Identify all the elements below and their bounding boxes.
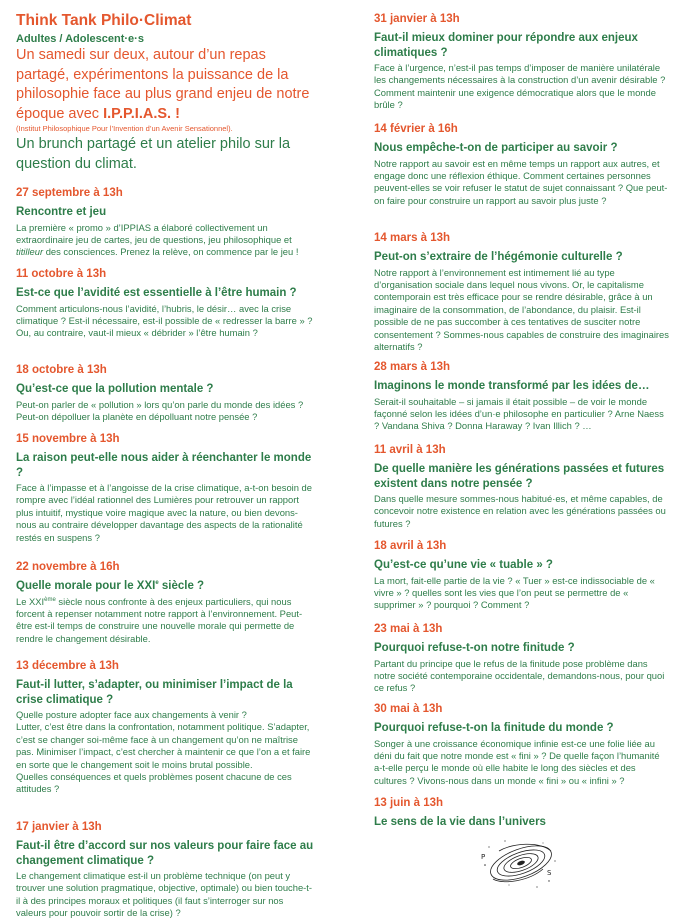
event-title: Le sens de la vie dans l’univers bbox=[374, 816, 546, 828]
event-block bbox=[16, 820, 316, 920]
event-title: Imaginons le monde transformé par les idées de… bbox=[374, 380, 650, 392]
event-block bbox=[16, 267, 316, 340]
title-part: siècle ? bbox=[158, 580, 205, 592]
event-title: Est-ce que l’avidité est essentielle à l’être humain ? bbox=[16, 287, 297, 299]
event-title: Qu’est-ce que la pollution mentale ? bbox=[16, 383, 214, 395]
event-block bbox=[374, 443, 669, 530]
event-block bbox=[16, 186, 316, 259]
event-description bbox=[16, 596, 316, 646]
event-description: Le changement climatique est-il un problème technique (on peut y trouver une solution pragmatique, objective, optimale) ou bien touche-t-il à des principes moraux et politiques (il faut s’interroger sur nos valeurs pour pouvoir sortir de la crise) ? bbox=[16, 870, 313, 919]
event-description: Notre rapport à l’environnement est intimement lié au type d’organisation sociale dans lequel nous vivons. Or, le capitalisme contemporain est très efficace pour se rendre désirable, grâce à un imaginaire de la consommation, de l’abondance, du plaisir. Est-il possible de ne pas succomber à ces tentatives de susciter notre consentement ? Sommes-nous capables de construire des imaginaires alternatifs ? bbox=[374, 266, 669, 352]
event-title: Faut-il mieux dominer pour répondre aux enjeux climatiques ? bbox=[374, 32, 638, 59]
event-date: 23 mai à 13h bbox=[374, 623, 443, 635]
event-block bbox=[374, 622, 669, 695]
event-description: Partant du principe que le refus de la finitude pose problème dans notre société contemporaine occidentale, demandons-nous, pour quoi ce refus ? bbox=[374, 657, 665, 694]
event-description: Face à l’impasse et à l’angoisse de la crise climatique, a-t-on besoin de rompre avec l’idéal rationnel des Lumières pour retrouver un rapport plus intuitif, mystique voire magique avec la nature, ou bien devons-nous au contraire développer davantage des aspects de la rationalité restés en suspens ? bbox=[16, 482, 312, 543]
left-column bbox=[16, 0, 316, 919]
event-description: Face à l’urgence, n’est-il pas temps d’imposer de manière unilatérale les changements nécessaires à la construction d’un avenir désirable ? Comment maintenir une exigence démocratique alors que le monde brûle ? bbox=[374, 62, 666, 111]
event-description: Quelle posture adopter face aux changements à venir ? bbox=[16, 709, 247, 720]
event-block bbox=[374, 796, 669, 830]
desc-italic: titilleur bbox=[16, 246, 44, 258]
event-title: Faut-il être d’accord sur nos valeurs pour faire face au changement climatique ? bbox=[16, 840, 314, 867]
event-description: Dans quelle mesure sommes-nous habitué·es, et même capables, de concevoir notre existence en relation avec les générations passées ou futures ? bbox=[374, 493, 666, 529]
event-title: Rencontre et jeu bbox=[16, 206, 107, 218]
event-date: 15 novembre à 13h bbox=[16, 433, 120, 445]
event-date: 30 mai à 13h bbox=[374, 703, 443, 715]
event-description: Comment articulons-nous l’avidité, l’hubris, le désir… avec la crise climatique ? Est-il nécessaire, est-il possible de « redresser la barre » ? Ou, au contraire, vaut-il mieux « débrider » l’être humain ? bbox=[16, 302, 313, 339]
event-title: La raison peut-elle nous aider à réenchanter le monde ? bbox=[16, 452, 312, 479]
event-date: 13 juin à 13h bbox=[374, 797, 444, 809]
intro-text: Un samedi sur deux, autour d’un repas partagé, expérimentons la puissance de la philosophie face au plus grand enjeu de notre époque avec bbox=[16, 47, 310, 122]
event-date: 11 avril à 13h bbox=[374, 444, 446, 456]
event-date: 22 novembre à 16h bbox=[16, 561, 120, 573]
desc-part: siècle nous confronte à des enjeux particuliers, qui nous forcent à repenser notamment notre rapport à l’environnement. Peut-être est-il temps de construire une nouvelle morale qui permette de rendre le changement désirable. bbox=[16, 595, 303, 644]
event-block bbox=[16, 363, 316, 423]
title-part: Quelle morale pour le XXI bbox=[16, 580, 156, 592]
event-date: 18 octobre à 13h bbox=[16, 364, 107, 376]
event-date: 18 avril à 13h bbox=[374, 540, 447, 552]
event-description: Songer à une croissance économique infinie est-ce une folie liée au déni du fait que notre monde est « fini » ? De quelle façon l’humanité a-t-elle perçu le monde où elle habite le long des siècles et des cultures ? Vivons-nous dans un monde « fini » ou « infini » ? bbox=[374, 737, 660, 786]
ippias-acronym: I.P.P.I.A.S. ! bbox=[103, 105, 180, 122]
event-date: 17 janvier à 13h bbox=[16, 821, 102, 833]
event-date: 14 février à 16h bbox=[374, 123, 458, 135]
event-description-2: Lutter, c’est être dans la confrontation, notamment politique. S’adapter, c’est se changer soi-même face à un changement qu’on ne maîtrise pas. Minimiser l’impact, c’est chercher à maintenir ce que l’on a et faire en sorte que le changement soit le moins brutal possible. bbox=[16, 721, 311, 770]
event-title bbox=[16, 579, 316, 594]
event-description: Serait-il souhaitable – si jamais il était possible – de voir le monde façonné selon les idées d’un·e philosophe en particulier ? Arne Naess ? Vandana Shiva ? Donna Haraway ? Ivan Illich ? … bbox=[374, 395, 664, 432]
event-block bbox=[16, 560, 316, 645]
event-title: Faut-il lutter, s’adapter, ou minimiser l’impact de la crise climatique ? bbox=[16, 679, 293, 706]
audience-subtitle: Adultes / Adolescent·e·s bbox=[16, 33, 144, 45]
acronym-note: (Institut Philosophique Pour l’Invention d’un Avenir Sensationnel). bbox=[16, 124, 233, 133]
event-block bbox=[374, 539, 669, 612]
event-date: 28 mars à 13h bbox=[374, 361, 451, 373]
event-date: 27 septembre à 13h bbox=[16, 187, 123, 199]
event-date: 31 janvier à 13h bbox=[374, 13, 460, 25]
event-description: Notre rapport au savoir est en même temps un rapport aux autres, et engage donc une réflexion éthique. Comment certaines personnes peuvent-elles se voir refuser le statut de sujet connaissant ? Que peut-on faire pour construire un rapport au savoir plus juste ? bbox=[374, 157, 668, 206]
event-block bbox=[374, 702, 669, 787]
event-block bbox=[374, 231, 669, 353]
desc-part: Le XXI bbox=[16, 595, 45, 607]
event-date: 11 octobre à 13h bbox=[16, 268, 107, 280]
event-block bbox=[16, 432, 316, 544]
intro-paragraph bbox=[16, 46, 316, 124]
event-description bbox=[16, 222, 316, 259]
event-block bbox=[374, 360, 669, 433]
event-title: Qu’est-ce qu’une vie « tuable » ? bbox=[374, 559, 553, 571]
desc-part: La première « promo » d’IPPIAS a élaboré collectivement un extraordinaire jeu de cartes, jeu de questions, jeu philosophique et bbox=[16, 221, 292, 245]
event-date: 13 décembre à 13h bbox=[16, 660, 119, 672]
galaxy-letter: S bbox=[547, 869, 552, 877]
event-title: Pourquoi refuse-t-on notre finitude ? bbox=[374, 642, 575, 654]
event-title: De quelle manière les générations passées et futures existent dans notre pensée ? bbox=[374, 463, 665, 490]
event-title: Peut-on s’extraire de l’hégémonie culturelle ? bbox=[374, 251, 623, 263]
event-title: Pourquoi refuse-t-on la finitude du monde ? bbox=[374, 722, 614, 734]
event-block bbox=[374, 12, 669, 112]
event-block bbox=[374, 122, 669, 207]
event-title: Nous empêche-t-on de participer au savoir ? bbox=[374, 142, 618, 154]
page-title: Think Tank Philo·Climat bbox=[16, 12, 192, 29]
desc-sup: ème bbox=[44, 596, 56, 603]
event-description-3: Quelles conséquences et quels problèmes posent chacune de ces attitudes ? bbox=[16, 771, 292, 795]
title-sup: e bbox=[155, 580, 159, 587]
desc-part: des consciences. Prenez la relève, on commence par le jeu ! bbox=[43, 246, 299, 258]
galaxy-letter: P bbox=[481, 853, 486, 861]
event-block bbox=[16, 659, 316, 796]
galaxy-icon bbox=[479, 835, 559, 893]
event-description: Peut-on parler de « pollution » lors qu’on parle du monde des idées ? Peut-on dépolluer la planète en dépolluant notre pensée ? bbox=[16, 398, 304, 422]
event-description: La mort, fait-elle partie de la vie ? « Tuer » est-ce indissociable de « vivre » ? quelles sont les vies que l’on peut se permettre de « supprimer » ? pourquoi ? Comment ? bbox=[374, 574, 655, 611]
event-date: 14 mars à 13h bbox=[374, 232, 451, 244]
intro-brunch: Un brunch partagé et un atelier philo sur la question du climat. bbox=[16, 136, 291, 172]
